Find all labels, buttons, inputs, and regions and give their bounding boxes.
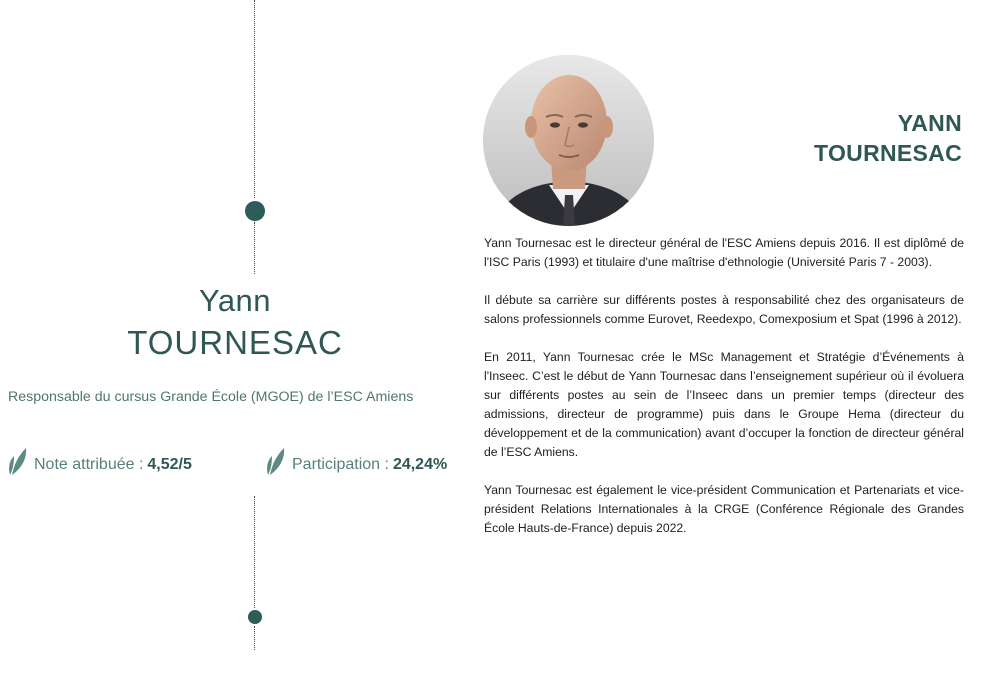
stat-note bbox=[6, 436, 192, 476]
bio-paragraph: Yann Tournesac est également le vice-président Communication et Partenariats et vice-président Relations Internationales à la CRGE (Conférence Régionale des Grandes École Hauts-de-France) depuis 2022. bbox=[484, 483, 964, 535]
timeline-line-middle bbox=[254, 222, 255, 274]
stat-participation bbox=[264, 436, 447, 476]
profile-full-name-line1: YANN bbox=[897, 110, 962, 136]
bio-paragraph: En 2011, Yann Tournesac crée le MSc Management et Stratégie d’Événements à l'Inseec. C’est le début de Yann Tournesac dans l’enseignement supérieur où il évoluera sur différents postes au sein de l’Inseec dans un premier temps (directeur des admissions, directeur de programme) puis dans le Groupe Hema (directeur du développement et de la communication) avant d’occuper la fonction de directeur général de l’ESC Amiens. bbox=[484, 350, 964, 459]
profile-first-name: Yann bbox=[198, 283, 272, 318]
timeline-line-top bbox=[254, 0, 255, 198]
profile-full-name-line2: TOURNESAC bbox=[814, 140, 962, 166]
timeline-dot bbox=[245, 201, 265, 221]
bio-paragraph: Yann Tournesac est le directeur général de l'ESC Amiens depuis 2016. Il est diplômé de l'ISC Paris (1993) et titulaire d'une maîtrise d'ethnologie (Université Paris 7 - 2003). bbox=[484, 236, 964, 269]
timeline-line-lower bbox=[254, 496, 255, 608]
stat-participation-label: Participation : bbox=[292, 456, 389, 473]
stat-participation-value: 24,24% bbox=[392, 456, 448, 473]
profile-full-name bbox=[814, 108, 962, 168]
bio-paragraph: Il débute sa carrière sur différents postes à responsabilité chez des organisateurs de salons professionnels comme Eurovet, Reedexpo, Comexposium et Spat (1996 à 2012). bbox=[484, 293, 964, 326]
profile-photo bbox=[483, 55, 654, 226]
leaf-icon bbox=[264, 442, 290, 476]
profile-role: Responsable du cursus Grande École (MGOE) de l’ESC Amiens bbox=[8, 389, 414, 405]
biography bbox=[484, 234, 964, 538]
profile-last-name: TOURNESAC bbox=[127, 324, 343, 361]
timeline-dot-small bbox=[248, 610, 262, 624]
stat-note-value: 4,52/5 bbox=[147, 456, 192, 473]
stat-note-label: Note attribuée : bbox=[34, 456, 144, 473]
leaf-icon bbox=[6, 442, 32, 476]
timeline-line-bottom bbox=[254, 626, 255, 650]
